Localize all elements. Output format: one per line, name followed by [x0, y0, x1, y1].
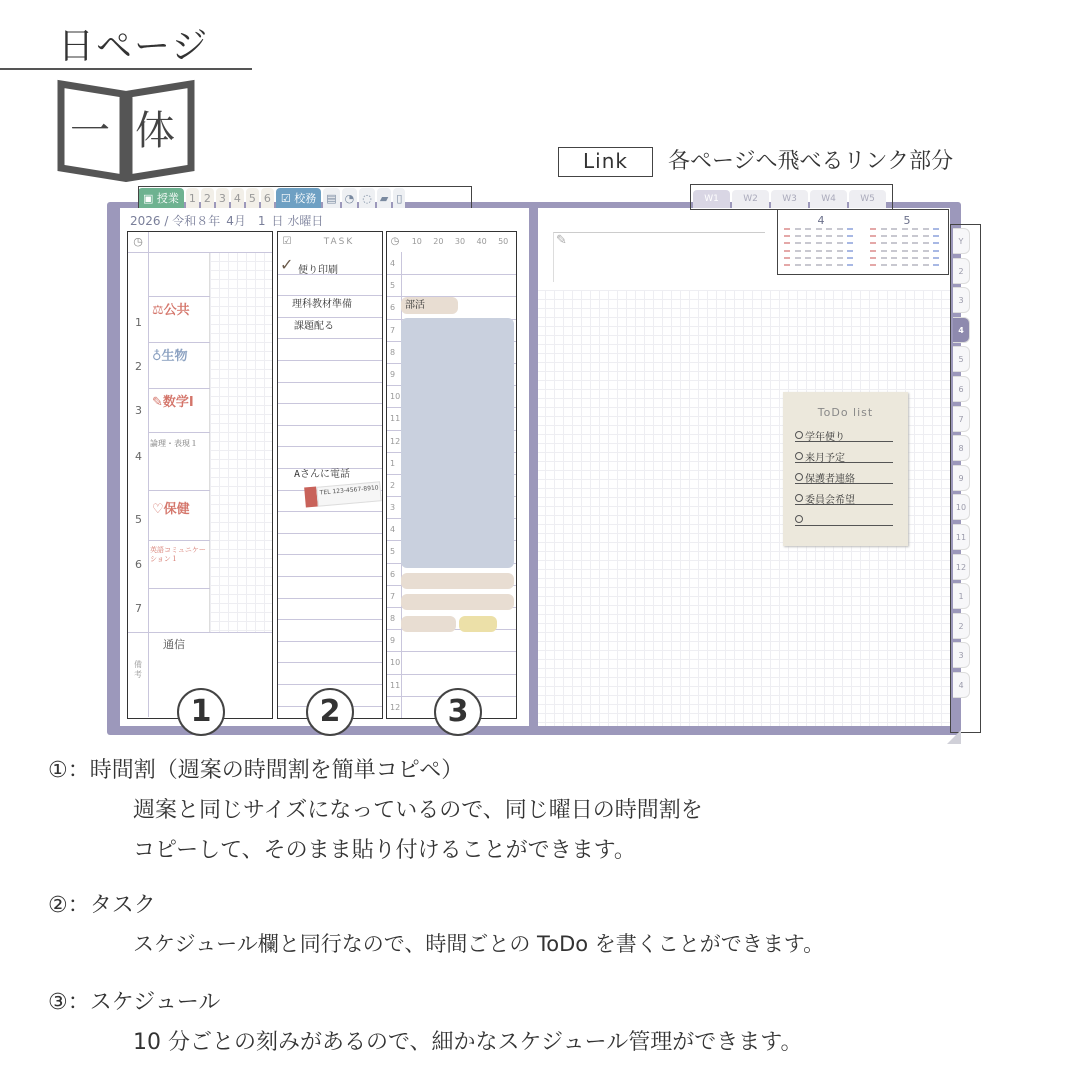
- tab-period-1[interactable]: 1: [186, 188, 199, 212]
- subject-2-label: 生物: [161, 349, 188, 364]
- link-description: 各ページへ飛べるリンク部分: [668, 149, 954, 174]
- notes-icon[interactable]: ▤: [323, 188, 339, 212]
- calendar-day[interactable]: [912, 257, 918, 259]
- calendar-day[interactable]: [870, 228, 876, 230]
- calendar-day[interactable]: [870, 242, 876, 244]
- calendar-day[interactable]: [837, 264, 843, 266]
- hour-label: 11: [390, 414, 401, 424]
- calendar-days-a: [784, 228, 858, 272]
- month-tab[interactable]: 6: [953, 376, 970, 402]
- tab-school-label: 校務: [294, 192, 317, 205]
- month-tab[interactable]: 2: [953, 613, 970, 639]
- calendar-day[interactable]: [933, 250, 939, 252]
- month-tab[interactable]: 11: [953, 524, 970, 550]
- calendar-day[interactable]: [923, 250, 929, 252]
- calendar-day[interactable]: [784, 228, 790, 230]
- month-tab[interactable]: 9: [953, 465, 970, 491]
- desc-1-line-2: コピーして、そのまま貼り付けることができます。: [133, 838, 636, 863]
- calendar-day[interactable]: [805, 228, 811, 230]
- clock-icon[interactable]: ◔: [342, 188, 358, 212]
- hour-label: 1: [390, 458, 396, 468]
- calendar-day[interactable]: [826, 228, 832, 230]
- calendar-day[interactable]: [847, 264, 853, 266]
- period-5: 5: [135, 513, 142, 526]
- calendar-day[interactable]: [795, 264, 801, 266]
- calendar-day[interactable]: [881, 242, 887, 244]
- calendar-day[interactable]: [870, 235, 876, 237]
- calendar-day[interactable]: [847, 235, 853, 237]
- calendar-month-b: 5: [903, 214, 911, 227]
- subject-6: 英語コミュニケーション１: [150, 546, 206, 563]
- period-2: 2: [135, 360, 142, 373]
- hour-label: 12: [390, 702, 401, 712]
- calendar-day[interactable]: [847, 257, 853, 259]
- schedule-section-box: [386, 231, 517, 719]
- page-curl-icon[interactable]: [947, 730, 961, 744]
- hour-label: 10: [390, 392, 401, 402]
- checkbox-icon: ☑: [282, 236, 292, 247]
- calendar-day[interactable]: [837, 250, 843, 252]
- todo-item-5[interactable]: [795, 512, 893, 526]
- calendar-day[interactable]: [923, 242, 929, 244]
- month-tab[interactable]: 2: [953, 258, 970, 284]
- hour-label: 7: [390, 591, 396, 601]
- calendar-month-a: 4: [817, 214, 825, 227]
- minute-50: 50: [498, 237, 509, 246]
- tab-highlight-box: [138, 186, 472, 210]
- hour-label: 10: [390, 658, 401, 668]
- calendar-day[interactable]: [795, 257, 801, 259]
- calendar-day[interactable]: [816, 257, 822, 259]
- calendar-day[interactable]: [805, 250, 811, 252]
- calendar-day[interactable]: [881, 257, 887, 259]
- calendar-day[interactable]: [805, 257, 811, 259]
- calendar-day[interactable]: [847, 242, 853, 244]
- desc-1-head: ①：時間割（週案の時間割を簡単コピペ）: [48, 758, 464, 783]
- mini-calendar[interactable]: [777, 209, 949, 275]
- hour-label: 12: [390, 436, 401, 446]
- calendar-day[interactable]: [847, 228, 853, 230]
- clipboard-icon[interactable]: ▯: [393, 188, 405, 212]
- minute-30: 30: [454, 237, 466, 246]
- calendar-day[interactable]: [891, 257, 897, 259]
- calendar-day[interactable]: [891, 250, 897, 252]
- calendar-day[interactable]: [826, 235, 832, 237]
- notes-label: 備考: [134, 660, 142, 679]
- calendar-day[interactable]: [837, 228, 843, 230]
- title-divider: [0, 68, 252, 70]
- pen-icon: ✎: [556, 233, 567, 248]
- calendar-day[interactable]: [881, 235, 887, 237]
- subject-5: ♡保健: [152, 502, 190, 517]
- clock-icon: ◷: [390, 236, 400, 247]
- calendar-day[interactable]: [826, 250, 832, 252]
- subject-4: 論理・表現１: [150, 439, 198, 448]
- month-tab[interactable]: 1: [953, 583, 970, 609]
- period-4: 4: [135, 450, 142, 463]
- circle-number-1: 1: [177, 688, 225, 736]
- check-mark-icon: ✓: [280, 255, 294, 274]
- calendar-day[interactable]: [795, 235, 801, 237]
- task-item-3[interactable]: 課題配る: [294, 321, 334, 332]
- date-line: 2026 / 令和８年 4月 1 日 水曜日: [130, 214, 324, 228]
- hour-label: 5: [390, 547, 396, 557]
- tab-period-2[interactable]: 2: [201, 188, 214, 212]
- period-6: 6: [135, 558, 142, 571]
- tab-school[interactable]: ☑ 校務: [276, 188, 321, 212]
- calendar-day[interactable]: [933, 257, 939, 259]
- svg-text:一: 一: [70, 108, 110, 154]
- hour-label: 11: [390, 680, 401, 690]
- calendar-day[interactable]: [816, 250, 822, 252]
- hour-label: 3: [390, 503, 396, 513]
- calendar-day[interactable]: [784, 250, 790, 252]
- date-year: 2026: [130, 214, 161, 228]
- hour-label: 4: [390, 525, 396, 535]
- calendar-day[interactable]: [870, 257, 876, 259]
- period-7: 7: [135, 602, 142, 615]
- folder-icon[interactable]: ▰: [377, 188, 391, 212]
- subject-3: ✎数学Ⅰ: [152, 395, 194, 410]
- calendar-day[interactable]: [933, 264, 939, 266]
- hour-label: 6: [390, 303, 396, 313]
- hour-label: 6: [390, 569, 396, 579]
- month-tab[interactable]: 3: [953, 642, 970, 668]
- calendar-day[interactable]: [784, 242, 790, 244]
- subject-5-label: 保健: [163, 502, 190, 517]
- month-tab[interactable]: 8: [953, 435, 970, 461]
- calendar-day[interactable]: [891, 235, 897, 237]
- task-item-2[interactable]: 理科教材準備: [292, 299, 352, 310]
- hour-label: 9: [390, 636, 396, 646]
- subject-1-label: 公共: [163, 303, 190, 318]
- minute-10: 10: [411, 237, 422, 246]
- task-item-1[interactable]: 便り印刷: [298, 265, 338, 276]
- desc-2-line-1: スケジュール欄と同行なので、時間ごとの ToDo を書くことができます。: [133, 932, 825, 956]
- month-tab[interactable]: 10: [953, 494, 970, 520]
- calendar-day[interactable]: [826, 264, 832, 266]
- calendar-day[interactable]: [805, 235, 811, 237]
- desc-2-head: ②：タスク: [48, 893, 156, 918]
- calendar-day[interactable]: [805, 264, 811, 266]
- calendar-days-b: [870, 228, 944, 272]
- tab-week-1[interactable]: W1: [693, 190, 730, 208]
- tab-lesson[interactable]: ▣ 授業: [138, 188, 184, 212]
- todo-card[interactable]: [783, 392, 908, 546]
- circle-number-2: 2: [306, 688, 354, 736]
- calendar-day[interactable]: [912, 250, 918, 252]
- tab-week-3[interactable]: W3: [771, 190, 808, 208]
- calendar-day[interactable]: [784, 264, 790, 266]
- timetable-section-box: [127, 231, 273, 719]
- clock-icon: ◷: [133, 235, 143, 248]
- calendar-day[interactable]: [902, 257, 908, 259]
- hour-label: 4: [390, 259, 396, 268]
- month-tab[interactable]: 12: [953, 554, 970, 580]
- todo-title: ToDo list: [817, 406, 874, 419]
- calendar-day[interactable]: [891, 264, 897, 266]
- calendar-day[interactable]: [881, 228, 887, 230]
- calendar-day[interactable]: [816, 242, 822, 244]
- phone-memo: TEL 123-4567-8910: [316, 481, 381, 507]
- minute-40: 40: [476, 237, 487, 246]
- calendar-day[interactable]: [826, 257, 832, 259]
- calendar-day[interactable]: [837, 242, 843, 244]
- calendar-day[interactable]: [923, 257, 929, 259]
- task-section-box: [277, 231, 383, 719]
- calendar-day[interactable]: [805, 242, 811, 244]
- calendar-day[interactable]: [933, 242, 939, 244]
- calendar-day[interactable]: [902, 264, 908, 266]
- hour-label: 8: [390, 347, 396, 357]
- calendar-day[interactable]: [912, 235, 918, 237]
- tab-period-6[interactable]: 6: [261, 188, 274, 212]
- calendar-day[interactable]: [933, 235, 939, 237]
- desc-3-head: ③：スケジュール: [48, 990, 221, 1015]
- task-item-4[interactable]: Aさんに電話: [294, 469, 351, 480]
- todo-item-3[interactable]: 保護者連絡: [795, 470, 893, 484]
- calendar-day[interactable]: [891, 228, 897, 230]
- calendar-day[interactable]: [870, 264, 876, 266]
- desc-3-line-1: 10 分ごとの刻みがあるので、細かなスケジュール管理ができます。: [133, 1030, 803, 1055]
- tab-period-4[interactable]: 4: [231, 188, 244, 212]
- month-tab[interactable]: 4: [953, 672, 970, 698]
- minute-20: 20: [433, 237, 444, 246]
- svg-text:体: 体: [135, 108, 175, 154]
- calendar-day[interactable]: [881, 264, 887, 266]
- calendar-day[interactable]: [837, 235, 843, 237]
- calendar-day[interactable]: [784, 235, 790, 237]
- date-weekday: 水曜日: [287, 214, 324, 228]
- calendar-day[interactable]: [795, 242, 801, 244]
- calendar-day[interactable]: [933, 228, 939, 230]
- book-icon: [55, 78, 197, 182]
- calendar-day[interactable]: [837, 257, 843, 259]
- chat-icon[interactable]: ◌: [359, 188, 375, 212]
- week-tab-highlight-box: [690, 184, 893, 210]
- notes-text: 通信: [163, 638, 185, 651]
- month-index-highlight-box: [950, 224, 981, 733]
- date-era: 令和８年: [172, 214, 221, 228]
- month-tab[interactable]: 4: [953, 317, 970, 343]
- calendar-day[interactable]: [816, 228, 822, 230]
- calendar-day[interactable]: [816, 264, 822, 266]
- calendar-day[interactable]: [902, 228, 908, 230]
- hour-label: 8: [390, 614, 396, 624]
- tab-lesson-label: 授業: [156, 192, 179, 205]
- tab-period-3[interactable]: 3: [216, 188, 229, 212]
- hour-label: 5: [390, 281, 396, 291]
- calendar-day[interactable]: [826, 242, 832, 244]
- event-block[interactable]: 部活: [401, 297, 458, 314]
- month-tab[interactable]: 7: [953, 406, 970, 432]
- calendar-day[interactable]: [902, 242, 908, 244]
- tab-week-4[interactable]: W4: [810, 190, 847, 208]
- todo-item-1[interactable]: 学年便り: [795, 428, 893, 442]
- pen-field[interactable]: [553, 232, 765, 282]
- calendar-day[interactable]: [784, 257, 790, 259]
- calendar-day[interactable]: [923, 228, 929, 230]
- page-title: 日ページ: [58, 26, 210, 67]
- subject-2: ♁生物: [152, 349, 188, 364]
- calendar-day[interactable]: [795, 250, 801, 252]
- subject-3-label: 数学Ⅰ: [162, 395, 194, 410]
- hour-label: 2: [390, 480, 396, 490]
- calendar-day[interactable]: [923, 235, 929, 237]
- date-day-suffix: 日: [271, 214, 284, 228]
- tab-week-2[interactable]: W2: [732, 190, 769, 208]
- calendar-day[interactable]: [912, 242, 918, 244]
- hour-label: 9: [390, 369, 396, 379]
- calendar-day[interactable]: [902, 235, 908, 237]
- month-tab[interactable]: Y: [953, 228, 970, 254]
- period-1: 1: [135, 316, 142, 329]
- calendar-day[interactable]: [795, 228, 801, 230]
- tab-period-5[interactable]: 5: [246, 188, 259, 212]
- calendar-day[interactable]: [816, 235, 822, 237]
- date-day: 1: [257, 214, 266, 228]
- calendar-day[interactable]: [912, 264, 918, 266]
- todo-item-4[interactable]: 委員会希望: [795, 491, 893, 505]
- calendar-day[interactable]: [912, 228, 918, 230]
- calendar-day[interactable]: [870, 250, 876, 252]
- hour-label: 7: [390, 325, 396, 335]
- month-tab[interactable]: 3: [953, 287, 970, 313]
- subject-1: ⚖公共: [152, 303, 190, 318]
- calendar-day[interactable]: [847, 250, 853, 252]
- calendar-day[interactable]: [902, 250, 908, 252]
- calendar-day[interactable]: [923, 264, 929, 266]
- link-label: Link: [558, 147, 653, 177]
- desc-1-line-1: 週案と同じサイズになっているので、同じ曜日の時間割を: [133, 798, 703, 823]
- calendar-day[interactable]: [891, 242, 897, 244]
- date-month: 4月: [226, 214, 246, 228]
- month-tab[interactable]: 5: [953, 346, 970, 372]
- todo-item-2[interactable]: 来月予定: [795, 449, 893, 463]
- tab-week-5[interactable]: W5: [849, 190, 886, 208]
- circle-number-3: 3: [434, 688, 482, 736]
- task-header: TASK: [323, 237, 355, 247]
- calendar-day[interactable]: [881, 250, 887, 252]
- period-3: 3: [135, 404, 142, 417]
